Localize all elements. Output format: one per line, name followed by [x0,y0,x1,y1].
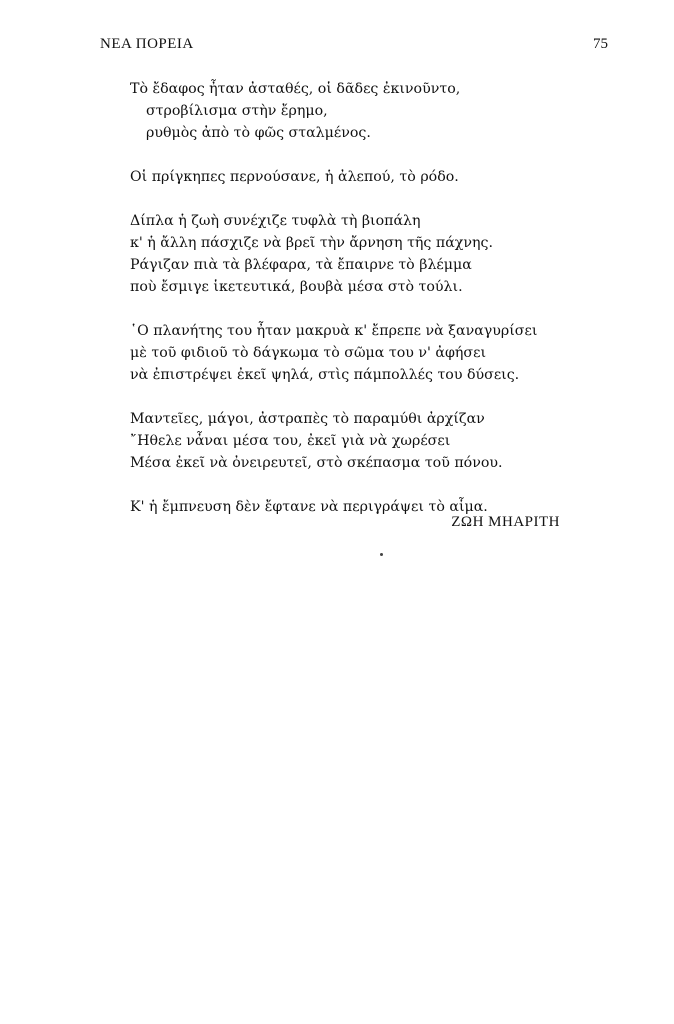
stanza-2 [130,166,570,188]
poem-line: Ράγιζαν πιὰ τὰ βλέφαρα, τὰ ἔπαιρνε τὸ βλέμμα [130,257,472,273]
stanza-4 [130,320,570,386]
poem-line: Δίπλα ἡ ζωὴ συνέχιζε τυφλὰ τὴ βιοπάλη [130,213,421,229]
stanza-5 [130,408,570,474]
page-number: 75 [593,36,608,52]
poem-line: Οἱ πρίγκηπες περνούσανε, ἡ ἀλεπού, τὸ ρόδο. [130,169,459,185]
poem-line: νὰ ἐπιστρέψει ἐκεῖ ψηλά, στὶς πάμπολλές του δύσεις. [130,367,520,383]
poem-line: ῎Ηθελε νἆναι μέσα του, ἐκεῖ γιὰ νὰ χωρέσει [130,433,451,449]
journal-title: ΝΕΑ ΠΟΡΕΙΑ [100,36,194,52]
poem-line: Τὸ ἔδαφος ἦταν ἀσταθές, οἱ δᾶδες ἐκινοῦντο, [130,81,461,97]
page-header [100,36,608,60]
poem-line: ῾Ο πλανήτης του ἦταν μακρυὰ κ' ἔπρεπε νὰ ξαναγυρίσει [130,323,538,339]
poem-line: μὲ τοῦ φιδιοῦ τὸ δάγκωμα τὸ σῶμα του ν' ἀφήσει [130,345,487,361]
poem-line: Μέσα ἐκεῖ νὰ ὀνειρευτεῖ, στὸ σκέπασμα τοῦ πόνου. [130,455,503,471]
poem [130,78,570,540]
poem-line: ρυθμὸς ἀπὸ τὸ φῶς σταλμένος. [146,125,371,141]
stanza-3 [130,210,570,298]
print-speck [380,553,383,556]
poem-line: κ' ἡ ἄλλη πάσχιζε νὰ βρεῖ τὴν ἄρνηση τῆς πάχνης. [130,235,493,251]
poem-line: ποὺ ἔσμιγε ἱκετευτικά, βουβὰ μέσα στὸ τούλι. [130,279,463,295]
poem-line: στροβίλισμα στὴν ἔρημο, [146,103,328,119]
poem-line: Κ' ἡ ἔμπνευση δὲν ἔφτανε νὰ περιγράψει τὸ αἷμα. [130,499,488,515]
author-signature: ΖΩΗ ΜΗΑΡΙΤΗ [451,514,560,530]
poem-line: Μαντεῖες, μάγοι, ἀστραπὲς τὸ παραμύθι ἀρχίζαν [130,411,485,427]
stanza-1 [130,78,570,144]
